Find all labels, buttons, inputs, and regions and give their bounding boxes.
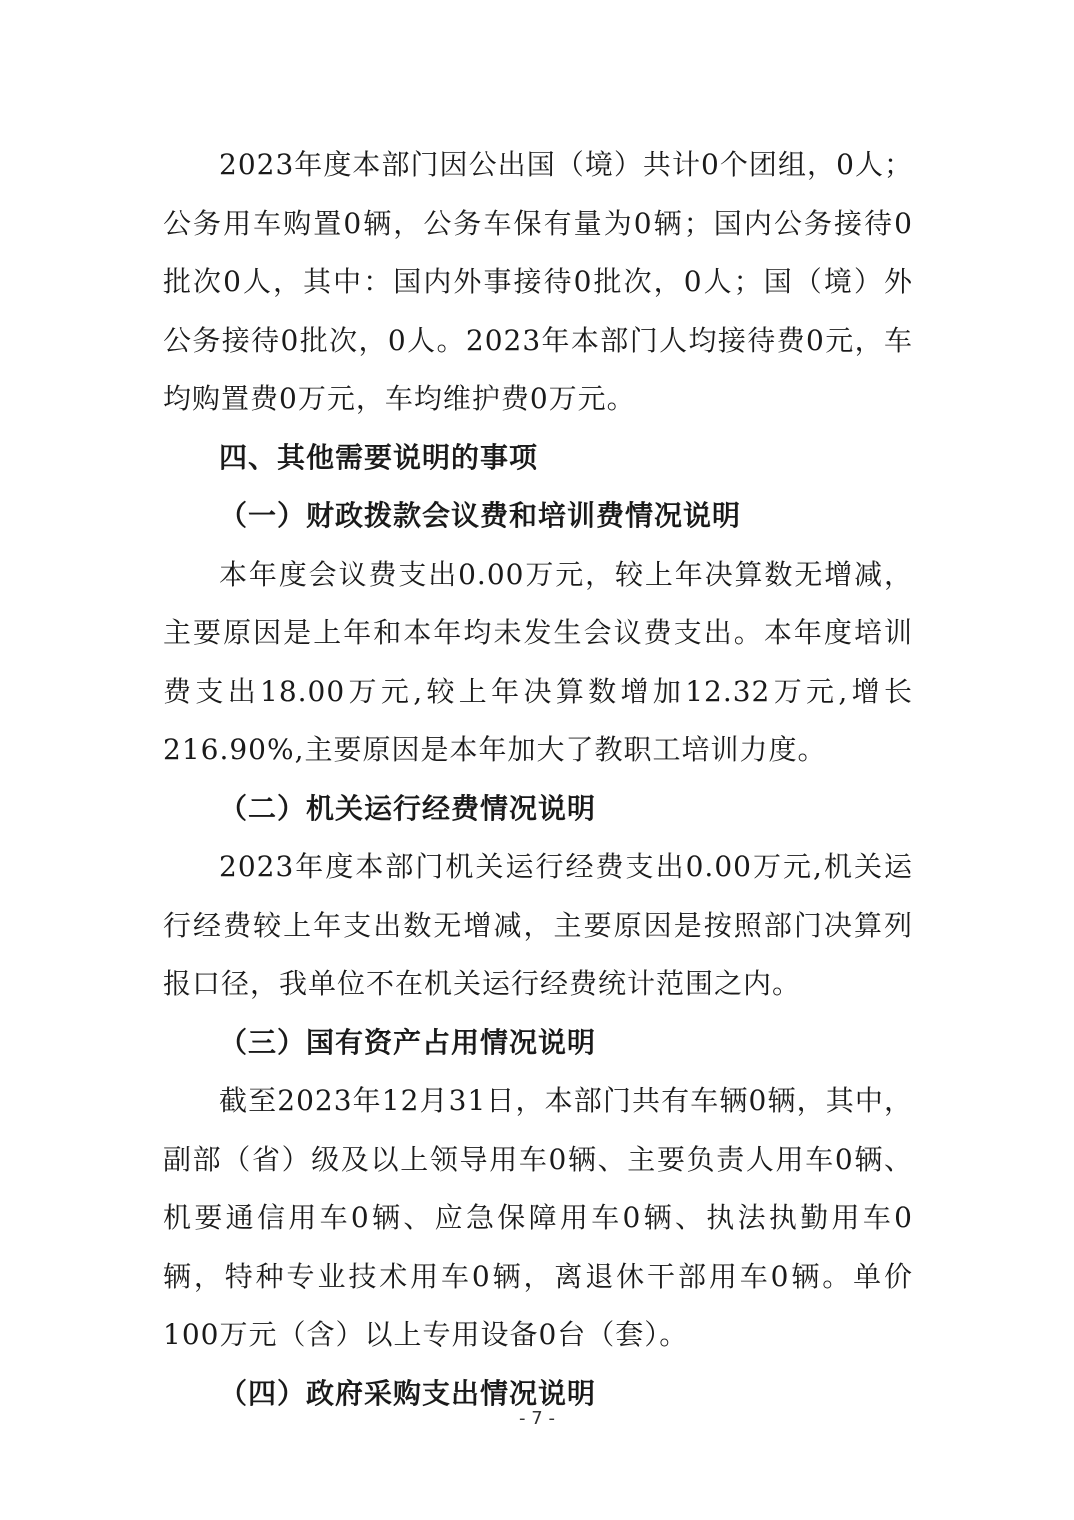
paragraph-operating-expenses: 2023年度本部门机关运行经费支出0.00万元,机关运行经费较上年支出数无增减，主要原因是按照部门决算列报口径，我单位不在机关运行经费统计范围之内。 [163,850,913,1000]
subheading-state-assets: （三）国有资产占用情况说明 [219,1025,597,1059]
page-number: - 7 - [519,1408,555,1429]
paragraph-overseas-vehicles-reception: 2023年度本部门因公出国（境）共计0个团组，0人；公务用车购置0辆，公务车保有量为0辆；国内公务接待0批次0人，其中：国内外事接待0批次，0人；国（境）外公务接待0批次，0人。2023年本部门人均接待费0元，车均购置费0万元，车均维护费0万元。 [163,148,913,415]
section-heading-other-matters: 四、其他需要说明的事项 [219,440,539,474]
subheading-meeting-training-fees: （一）财政拨款会议费和培训费情况说明 [219,499,742,532]
paragraph-meeting-training-fees: 本年度会议费支出0.00万元，较上年决算数无增减，主要原因是上年和本年均未发生会议费支出。本年度培训费支出18.00万元,较上年决算数增加12.32万元,增长216.90%,主要原因是本年加大了教职工培训力度。 [163,557,913,766]
paragraph-state-assets: 截至2023年12月31日，本部门共有车辆0辆，其中，副部（省）级及以上领导用车0辆、主要负责人用车0辆、机要通信用车0辆、应急保障用车0辆、执法执勤用车0辆，特种专业技术用车0辆，离退休干部用车0辆。单价100万元（含）以上专用设备0台（套）。 [163,1084,913,1351]
subheading-government-procurement: （四）政府采购支出情况说明 [219,1376,597,1410]
subheading-operating-expenses: （二）机关运行经费情况说明 [219,791,597,825]
document-body [163,136,913,1423]
